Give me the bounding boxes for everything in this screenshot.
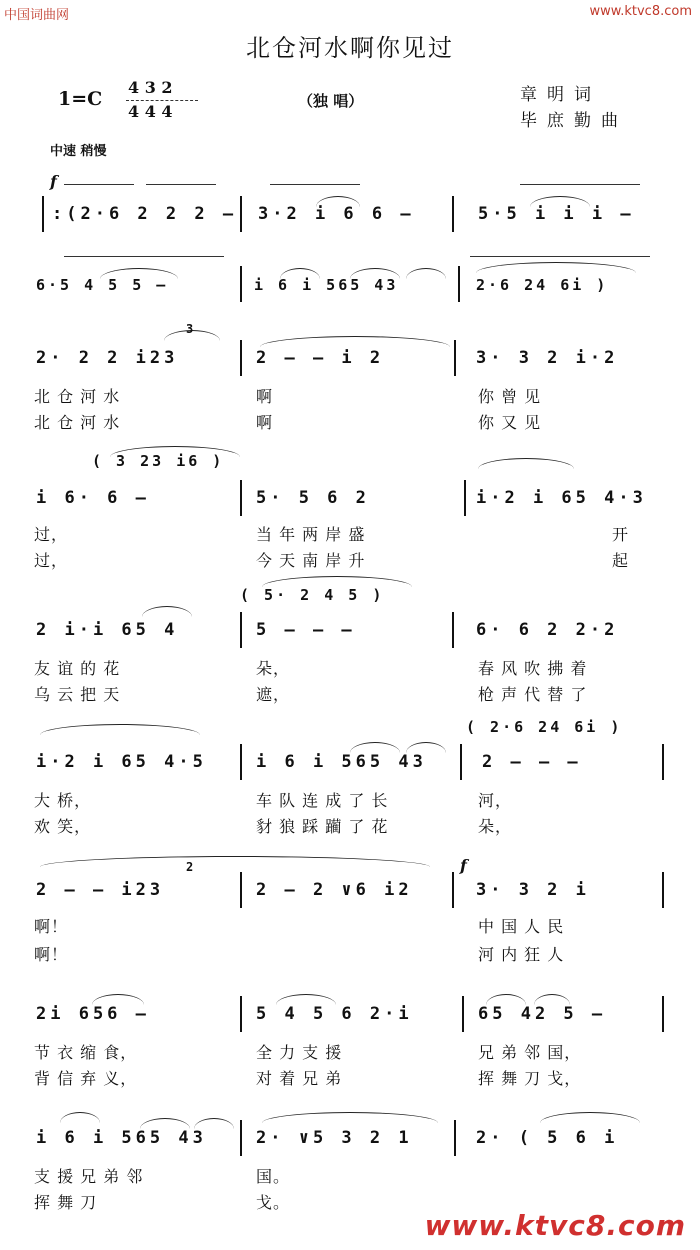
hairpin xyxy=(270,184,360,185)
key-signature: 1=C xyxy=(58,88,103,110)
tempo-marking: 中速 稍慢 xyxy=(50,144,107,159)
lyric-s8-2c: 挥 舞 刀 戈， xyxy=(478,1069,582,1088)
notes-s1-m1: :(2·6 2 2 2 — xyxy=(52,204,238,224)
notes-s5-m3: 6· 6 2 2·2 xyxy=(476,620,619,640)
slur xyxy=(260,336,450,347)
lyric-s8-2b: 对 着 兄 弟 xyxy=(256,1069,343,1088)
slur xyxy=(262,1112,438,1123)
notes-s8-m1: 2i 656 — xyxy=(36,1004,150,1024)
watermark-right: www.ktvc8.com xyxy=(589,4,692,19)
barline xyxy=(240,612,242,648)
barline xyxy=(240,266,242,302)
lyricist-credit: 章明词 xyxy=(520,85,601,105)
slur xyxy=(478,458,574,469)
notes-s2-m2: i 6 i 565 43 xyxy=(254,276,399,294)
slur xyxy=(350,742,400,753)
barline xyxy=(240,996,242,1032)
barline xyxy=(240,196,242,232)
barline xyxy=(240,872,242,908)
lyric-s6-2c: 朵， xyxy=(478,817,513,836)
notes-s5-m1: 2 i·i 65 4 xyxy=(36,620,179,640)
paren-s6: ( 2·6 24 6i ) xyxy=(466,718,623,736)
slur xyxy=(316,196,360,207)
lyric-s7-1a: 啊！ xyxy=(34,917,69,936)
slur xyxy=(40,724,200,735)
lyric-s4-2a: 过， xyxy=(34,551,69,570)
slur xyxy=(540,1112,640,1123)
notes-s7-m3: 3· 3 2 i xyxy=(476,880,590,900)
watermark-left: 中国词曲网 xyxy=(4,8,70,23)
barline xyxy=(454,1120,456,1156)
notes-s3-m3: 3· 3 2 i·2 xyxy=(476,348,619,368)
barline xyxy=(240,480,242,516)
footer-watermark: www.ktvc8.com xyxy=(424,1209,686,1242)
slur xyxy=(60,1112,100,1123)
hairpin xyxy=(470,256,650,257)
notes-s6-m2: i 6 i 565 43 xyxy=(256,752,427,772)
slur xyxy=(476,262,636,273)
slur xyxy=(40,856,430,867)
notes-s6-m1: i·2 i 65 4·5 xyxy=(36,752,207,772)
meter-bottom: 4 4 4 xyxy=(128,102,173,121)
lyric-s5-2c: 枪 声 代 替 了 xyxy=(478,685,588,704)
decrescendo-hairpin xyxy=(146,184,216,185)
notes-s4-m3: i·2 i 65 4·3 xyxy=(476,488,647,508)
slur xyxy=(100,268,178,279)
notes-s6-m3: 2 — — — xyxy=(482,752,582,772)
barline xyxy=(662,996,664,1032)
lyric-s4-1b: 当 年 两 岸 盛 xyxy=(256,525,366,544)
dynamic-forte-2: f xyxy=(460,856,467,875)
lyric-s3-2b: 啊 xyxy=(256,413,274,432)
lyric-s5-2b: 遮， xyxy=(256,685,291,704)
lyric-s5-1a: 友 谊 的 花 xyxy=(34,659,121,678)
slur xyxy=(406,268,446,279)
song-title: 北仓河水啊你见过 xyxy=(246,34,454,62)
barline xyxy=(458,266,460,302)
barline xyxy=(452,612,454,648)
lyric-s3-1b: 啊 xyxy=(256,387,274,406)
lyric-s4-1c: 开 xyxy=(612,525,630,544)
barline xyxy=(240,340,242,376)
lyric-s6-1c: 河， xyxy=(478,791,513,810)
lyric-s5-2a: 乌 云 把 天 xyxy=(34,685,121,704)
notes-s1-m3: 5·5 i i i — xyxy=(478,204,635,224)
lyric-s5-1c: 春 风 吹 拂 着 xyxy=(478,659,588,678)
lyric-s9-2a: 挥 舞 刀 xyxy=(34,1193,98,1212)
lyric-s8-1c: 兄 弟 邻 国， xyxy=(478,1043,582,1062)
barline xyxy=(662,744,664,780)
notes-s8-m3: 65 42 5 — xyxy=(478,1004,607,1024)
triplet-number: 2 xyxy=(186,860,197,874)
notes-s2-m1: 6·5 4 5 5 — xyxy=(36,276,169,294)
lyric-s5-1b: 朵， xyxy=(256,659,291,678)
notes-s1-m2: 3·2 i 6 6 — xyxy=(258,204,415,224)
lyric-s7-1c: 中 国 人 民 xyxy=(478,917,565,936)
notes-s3-m2: 2 — — i 2 xyxy=(256,348,385,368)
hairpin xyxy=(520,184,640,185)
barline xyxy=(464,480,466,516)
lyric-s4-2c: 起 xyxy=(612,551,630,570)
lyric-s8-1b: 全 力 支 援 xyxy=(256,1043,343,1062)
triplet-number: 3 xyxy=(186,322,197,336)
notes-s2-m3: 2·6 24 6i ) xyxy=(476,276,609,294)
lyric-s6-2a: 欢 笑， xyxy=(34,817,92,836)
lyric-s6-1a: 大 桥， xyxy=(34,791,92,810)
notes-s4-m2: 5· 5 6 2 xyxy=(256,488,370,508)
composer-credit: 毕庶勤曲 xyxy=(520,111,628,131)
lyric-s3-1c: 你 曾 见 xyxy=(478,387,542,406)
barline xyxy=(240,1120,242,1156)
performance-mode: （独 唱） xyxy=(298,92,364,110)
notes-s9-m3: 2· ( 5 6 i xyxy=(476,1128,619,1148)
slur xyxy=(280,268,320,279)
lyric-s7-2c: 河 内 狂 人 xyxy=(478,945,565,964)
lyric-s8-1a: 节 衣 缩 食， xyxy=(34,1043,138,1062)
lyric-s3-2c: 你 又 见 xyxy=(478,413,542,432)
barline xyxy=(462,996,464,1032)
lyric-s3-1a: 北 仓 河 水 xyxy=(34,387,121,406)
meter-top: 4 3 2 xyxy=(128,78,173,97)
notes-s4-m1: i 6· 6 — xyxy=(36,488,150,508)
barline xyxy=(452,872,454,908)
lyric-s7-2a: 啊！ xyxy=(34,945,69,964)
notes-s7-m2: 2 — 2 ∨6 i2 xyxy=(256,880,413,900)
lyric-s8-2a: 背 信 弃 义， xyxy=(34,1069,138,1088)
barline xyxy=(240,744,242,780)
lyric-s4-2b: 今 天 南 岸 升 xyxy=(256,551,366,570)
paren-s5: ( 5· 2 4 5 ) xyxy=(240,586,385,604)
barline xyxy=(452,196,454,232)
slur xyxy=(142,606,192,617)
hairpin xyxy=(64,256,224,257)
slur xyxy=(530,196,590,207)
meter-divider xyxy=(126,100,198,101)
notes-s9-m1: i 6 i 565 43 xyxy=(36,1128,207,1148)
barline-repeat xyxy=(42,196,44,232)
notes-s3-m1: 2· 2 2 i23 xyxy=(36,348,179,368)
lyric-s3-2a: 北 仓 河 水 xyxy=(34,413,121,432)
notes-s8-m2: 5 4 5 6 2·i xyxy=(256,1004,413,1024)
lyric-s4-1a: 过， xyxy=(34,525,69,544)
lyric-s6-1b: 车 队 连 成 了 长 xyxy=(256,791,389,810)
notes-s9-m2: 2· ∨5 3 2 1 xyxy=(256,1128,413,1148)
lyric-s6-2b: 豺 狼 踩 躏 了 花 xyxy=(256,817,389,836)
slur xyxy=(110,446,240,457)
lyric-s9-1b: 国。 xyxy=(256,1167,291,1186)
dynamic-forte-1: f xyxy=(50,172,57,191)
barline xyxy=(460,744,462,780)
lyric-s9-1a: 支 援 兄 弟 邻 xyxy=(34,1167,144,1186)
barline xyxy=(662,872,664,908)
crescendo-hairpin xyxy=(64,184,134,185)
paren-s4: ( 3 23 i6 ) xyxy=(92,452,225,470)
lyric-s9-2b: 戈。 xyxy=(256,1193,291,1212)
slur xyxy=(262,576,412,587)
barline xyxy=(454,340,456,376)
slur xyxy=(350,268,400,279)
notes-s7-m1: 2 — — i23 xyxy=(36,880,165,900)
slur xyxy=(406,742,446,753)
notes-s5-m2: 5 — — — xyxy=(256,620,356,640)
